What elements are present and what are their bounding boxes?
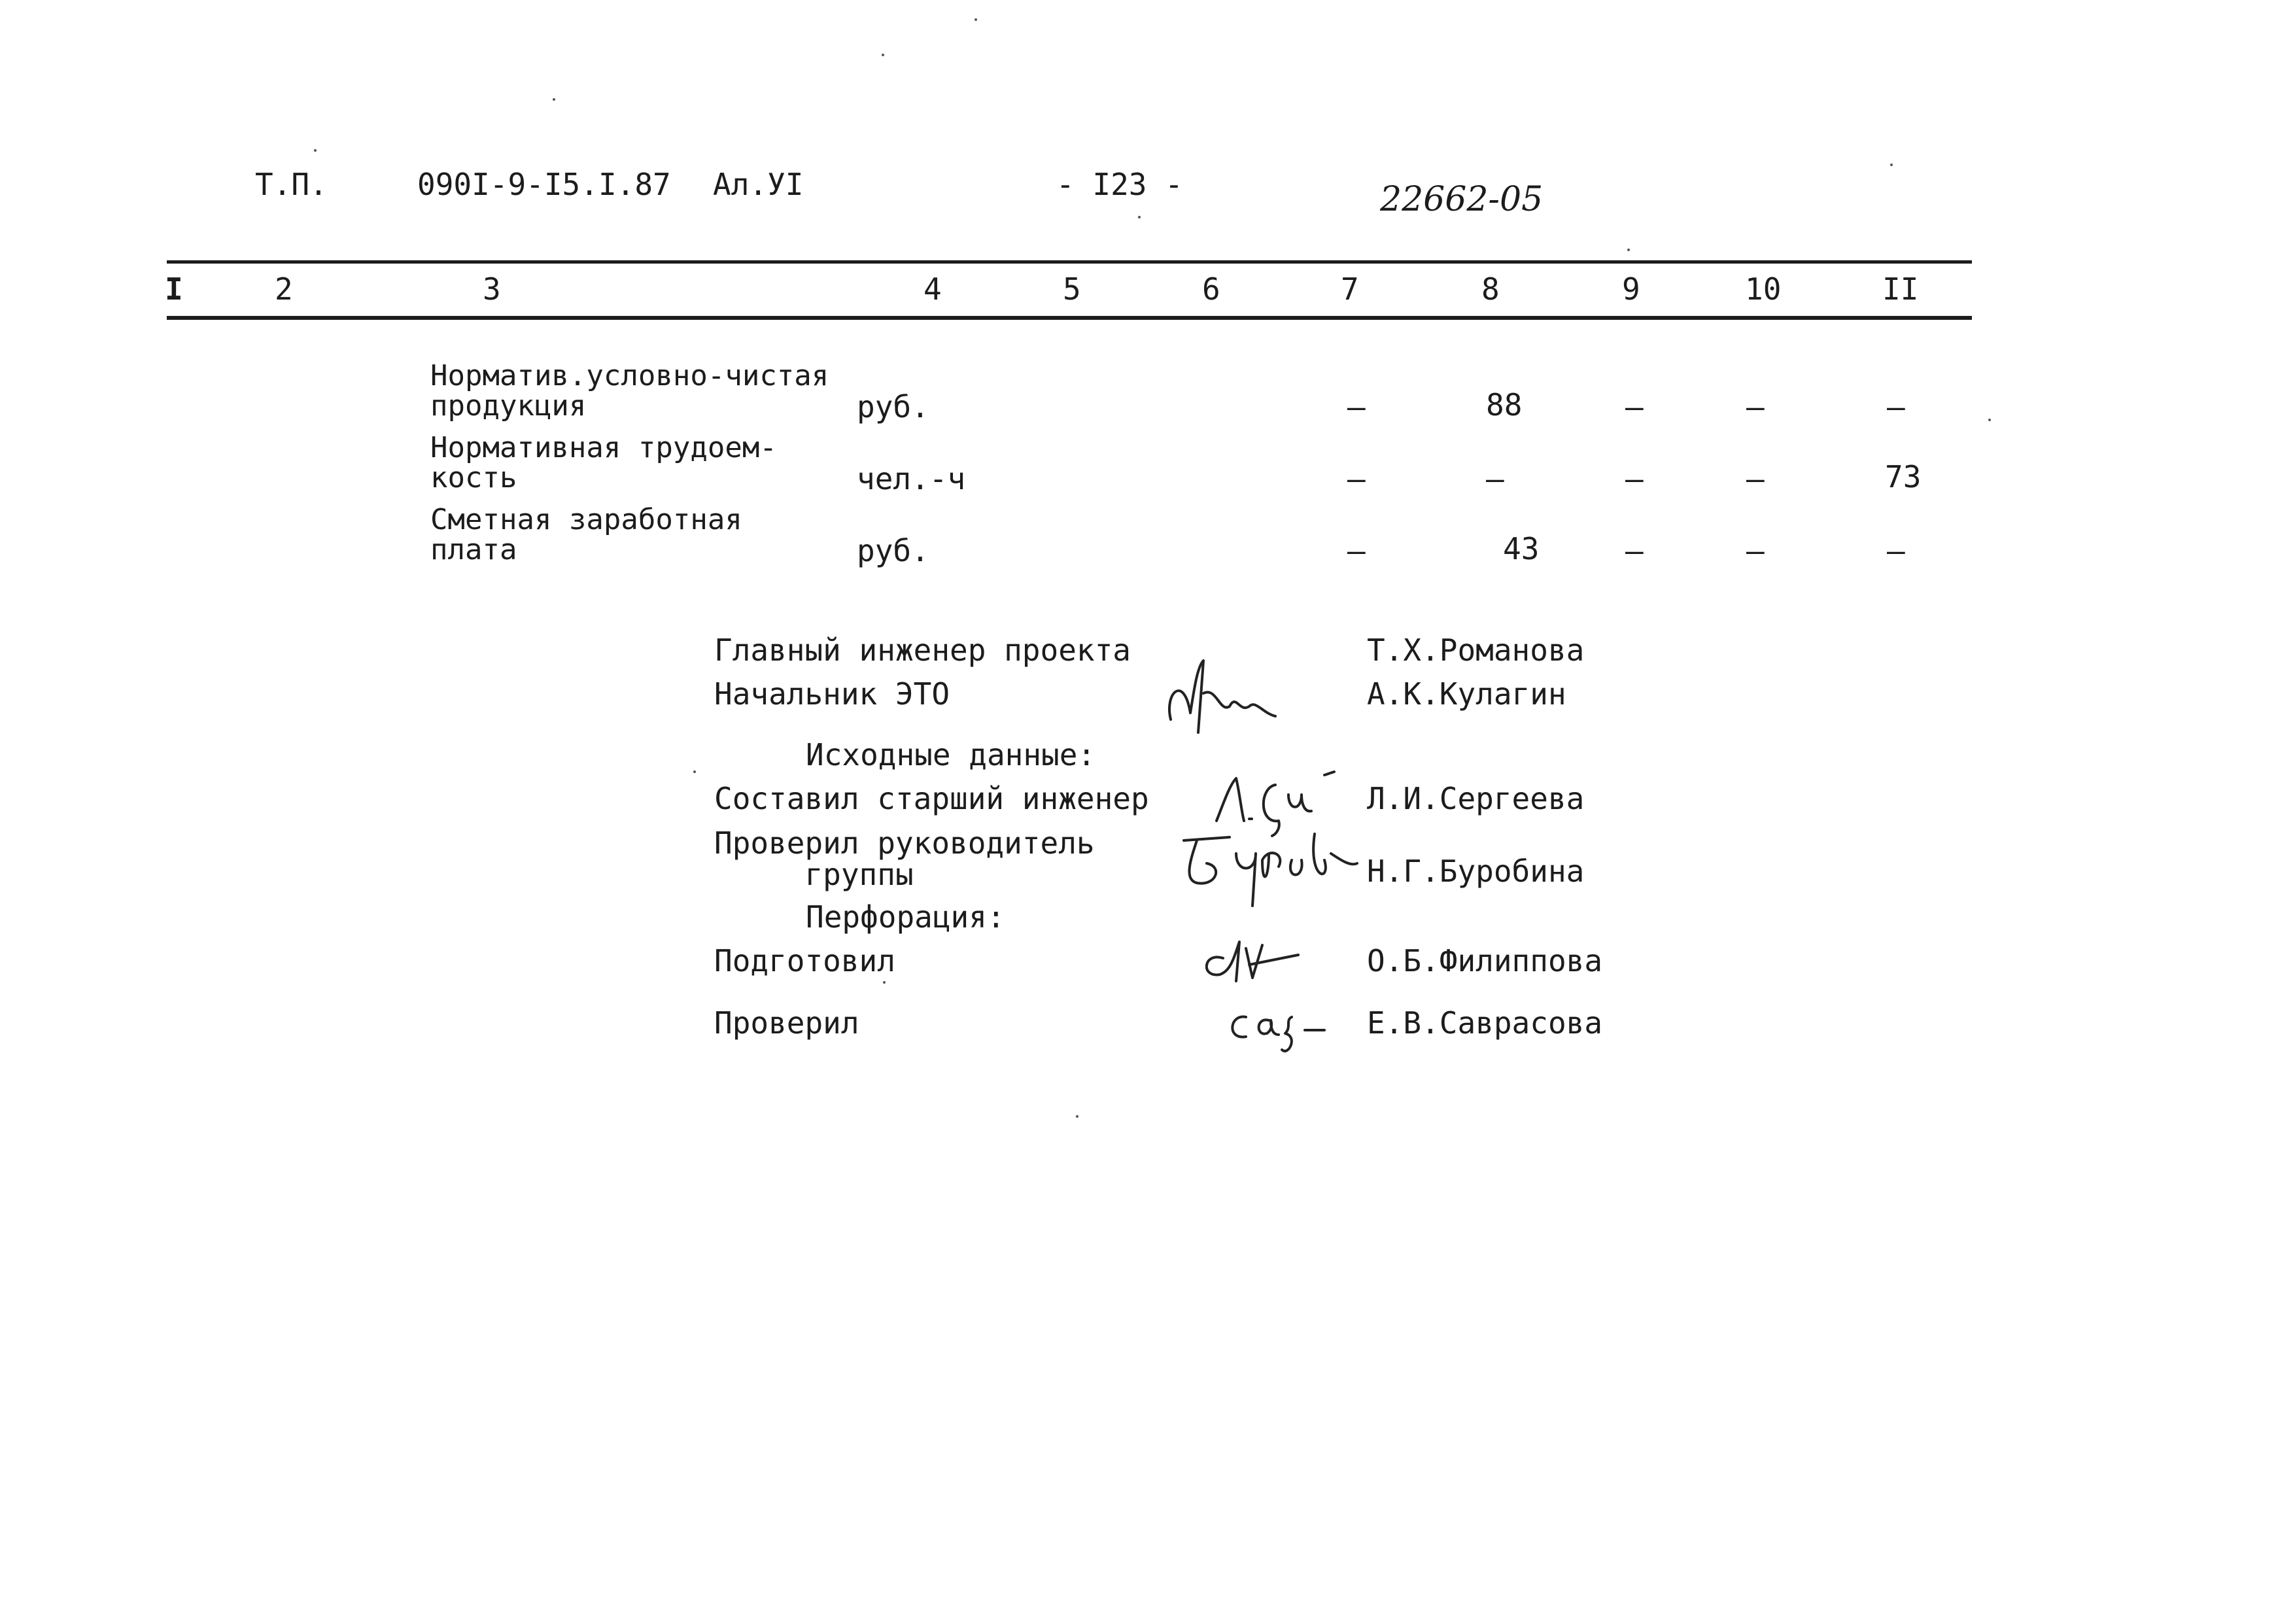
- cell-col10: –: [1746, 533, 1765, 568]
- column-number: 5: [1063, 271, 1081, 307]
- prepared-by-role: Подготовил: [714, 943, 895, 978]
- source-data-heading: Исходные данные:: [806, 737, 1096, 772]
- column-number: 9: [1622, 271, 1640, 307]
- scan-speck: [1988, 419, 1991, 421]
- cell-col8: 88: [1486, 387, 1523, 423]
- cell-col11: –: [1887, 533, 1905, 568]
- perforation-heading: Перфорация:: [806, 899, 1005, 935]
- cell-col8: –: [1486, 461, 1504, 496]
- row-unit: чел.-ч: [857, 461, 966, 496]
- row-unit: руб.: [857, 389, 929, 424]
- cell-col10: –: [1746, 389, 1765, 424]
- chief-engineer-role: Главный инженер проекта: [714, 632, 1131, 668]
- scan-speck: [553, 98, 555, 101]
- scan-speck: [975, 18, 977, 21]
- signature-savrasova: [1220, 994, 1337, 1062]
- cell-col8: 43: [1503, 531, 1540, 566]
- column-number: 3: [483, 271, 501, 307]
- scan-speck: [1627, 249, 1630, 251]
- prepared-by-name: О.Б.Филиппова: [1367, 943, 1603, 978]
- head-eto-name: А.К.Кулагин: [1367, 676, 1566, 712]
- head-eto-role: Начальник ЭТО: [714, 676, 950, 712]
- scan-speck: [1138, 216, 1141, 218]
- compiled-by-name: Л.И.Сергеева: [1367, 781, 1585, 816]
- column-number: 6: [1202, 271, 1220, 307]
- signature-filippova: [1187, 929, 1318, 997]
- scan-speck: [883, 981, 886, 984]
- row-unit: руб.: [857, 533, 929, 568]
- row-label: Нормативная трудоем- кость: [430, 431, 777, 494]
- cell-col7: –: [1347, 461, 1366, 496]
- compiled-by-role: Составил старший инженер: [714, 781, 1149, 816]
- chief-engineer-name: Т.Х.Романова: [1367, 632, 1585, 668]
- column-number: 7: [1341, 271, 1359, 307]
- cell-col9: –: [1625, 533, 1644, 568]
- cell-col7: –: [1347, 533, 1366, 568]
- project-code: 090I-9-I5.I.87: [417, 167, 671, 202]
- group-lead-role: Проверил руководитель группы: [714, 825, 1095, 892]
- column-number: 8: [1481, 271, 1500, 307]
- row-label: Сметная заработная плата: [430, 503, 742, 566]
- scan-speck: [1890, 164, 1893, 166]
- album-label: Ал.УI: [713, 167, 804, 202]
- checked-by-role: Проверил: [714, 1005, 859, 1041]
- cell-col9: –: [1625, 461, 1644, 496]
- column-number: II: [1882, 271, 1919, 307]
- checked-by-name: Е.В.Саврасова: [1367, 1005, 1603, 1041]
- column-number: 2: [275, 271, 293, 307]
- column-number: 10: [1745, 271, 1782, 307]
- column-number: 4: [923, 271, 942, 307]
- doc-number-handwritten: 22662-05: [1380, 180, 1544, 219]
- cell-col7: –: [1347, 389, 1366, 424]
- table-top-rule: [167, 260, 1972, 264]
- series-label: Т.П.: [255, 167, 328, 202]
- signature-burobina: [1171, 821, 1360, 915]
- scan-speck: [693, 770, 696, 773]
- table-header-bottom-rule: [167, 316, 1972, 320]
- cell-col9: –: [1625, 389, 1644, 424]
- cell-col11: 73: [1885, 459, 1922, 494]
- page-number: - I23 -: [1056, 167, 1183, 202]
- signature-kulagin: [1158, 654, 1288, 742]
- scan-speck: [882, 54, 884, 56]
- cell-col11: –: [1887, 389, 1905, 424]
- scan-speck: [314, 149, 317, 152]
- scan-speck: [1076, 1115, 1078, 1118]
- group-lead-name: Н.Г.Буробина: [1367, 854, 1585, 889]
- column-number: I: [165, 271, 183, 307]
- cell-col10: –: [1746, 461, 1765, 496]
- row-label: Норматив.условно-чистая продукция: [430, 359, 829, 423]
